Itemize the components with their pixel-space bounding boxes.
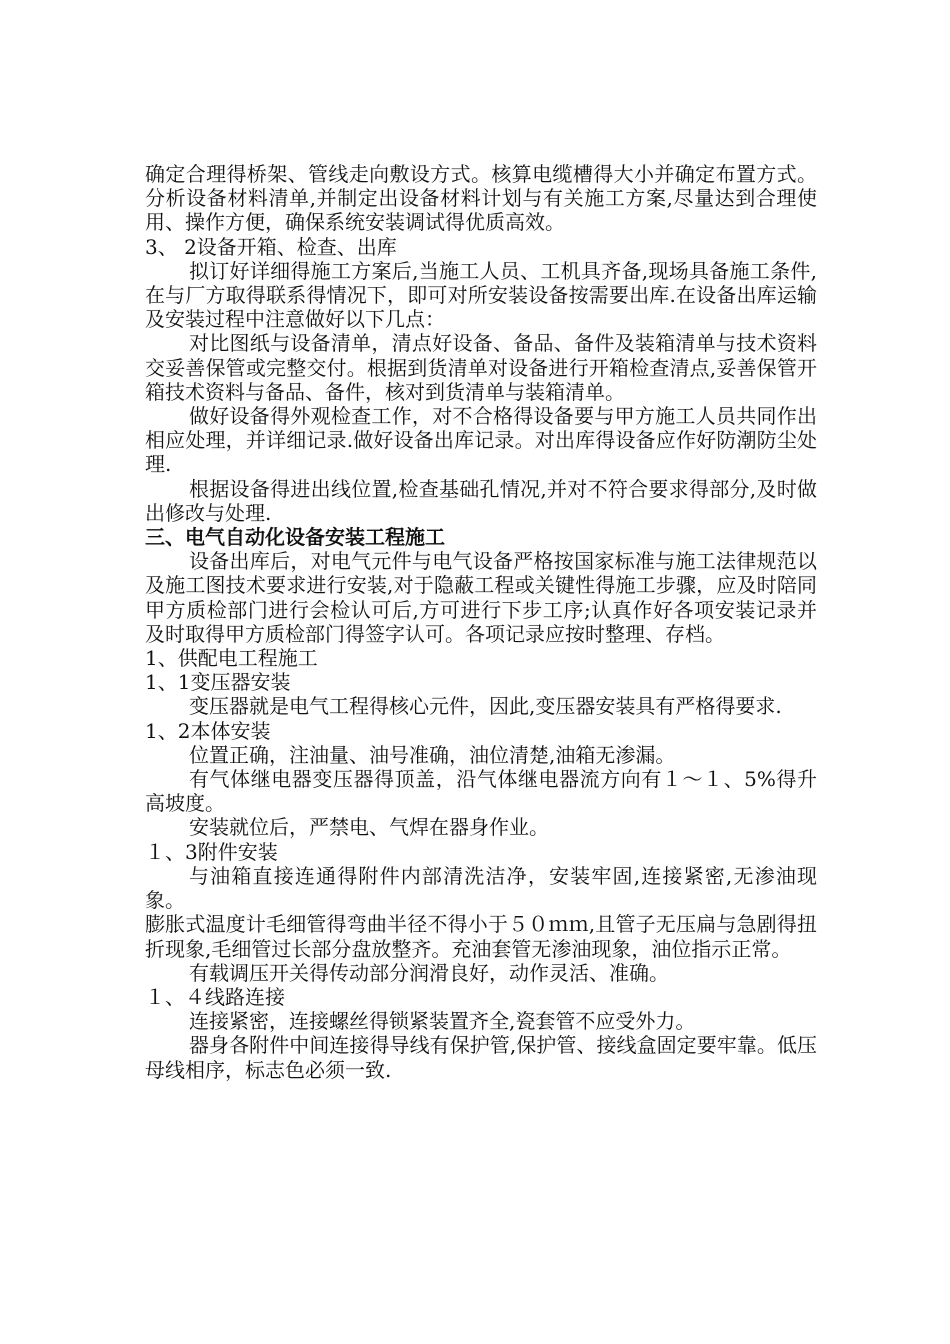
document-body <box>145 162 817 1082</box>
paragraph-gas-relay: 有气体继电器变压器得顶盖，沿气体继电器流方向有１～１、5%得升高坡度。 <box>145 767 817 816</box>
heading-1-3-accessories: １、3附件安装 <box>145 839 278 864</box>
paragraph-transformer-core: 变压器就是电气工程得核心元件，因此,变压器安装具有严格得要求. <box>189 694 782 719</box>
heading-1-2-body-installation: 1、2本体安装 <box>145 718 271 743</box>
paragraph-tap-changer: 有载调压开关得传动部分润滑良好，动作灵活、准确。 <box>189 960 669 985</box>
paragraph-tight-connections: 连接紧密，连接螺丝得锁紧装置齐全,瓷套管不应受外力。 <box>189 1009 696 1034</box>
paragraph-foundation-holes: 根据设备得进出线位置,检查基础孔情况,并对不符合要求得部分,及时做出修改与处理. <box>145 476 817 525</box>
paragraph-installation-standards: 设备出库后，对电气元件与电气设备严格按国家标准与施工法律规范以及施工图技术要求进行安装,对于隐蔽工程或关键性得施工步骤，应及时陪同甲方质检部门进行会检认可后,方可进行下步工序;认真作好各项安装记录并及时取得甲方质检部门得签字认可。各项记录应按时整理、存档。 <box>145 549 817 646</box>
paragraph-no-welding: 安装就位后，严禁电、气焊在器身作业。 <box>189 815 549 840</box>
heading-3-2-unpacking: 3、 2设备开箱、检查、出库 <box>145 234 397 259</box>
paragraph-thermometer-capillary: 膨胀式温度计毛细管得弯曲半径不得小于５０ｍｍ,且管子无压扁与急剧得扭折现象,毛细管过长部分盘放整齐。充油套管无渗油现象，油位指示正常。 <box>145 912 817 961</box>
heading-section-3: 三、电气自动化设备安装工程施工 <box>145 525 445 550</box>
paragraph-visual-inspection: 做好设备得外观检查工作，对不合格得设备要与甲方施工人员共同作出相应处理，并详细记录.做好设备出库记录。对出库得设备应作好防潮防尘处理. <box>145 404 817 477</box>
heading-1-1-transformer: 1、1变压器安装 <box>145 670 291 695</box>
paragraph-position-oil: 位置正确，注油量、油号准确，油位清楚,油箱无渗漏。 <box>189 742 676 767</box>
heading-1-4-wiring: １、４线路连接 <box>145 984 285 1009</box>
paragraph-accessories-clean: 与油箱直接连通得附件内部清洗洁净，安装牢固,连接紧密,无渗油现象。 <box>145 863 817 913</box>
paragraph-cable-layout: 确定合理得桥架、管线走向敷设方式。核算电缆槽得大小并确定布置方式。分析设备材料清单,并制定出设备材料计划与有关施工方案,尽量达到合理使用、操作方便，确保系统安装调试得优质高效。 <box>145 162 817 235</box>
paragraph-construction-plan: 拟订好详细得施工方案后,当施工人员、工机具齐备,现场具备施工条件,在与厂方取得联系得情况下，即可对所安装设备按需要出库.在设备出库运输及安装过程中注意做好以下几点： <box>145 258 817 332</box>
paragraph-check-drawings: 对比图纸与设备清单，清点好设备、备品、备件及装箱清单与技术资料交妥善保管或完整交付。根据到货清单对设备进行开箱检查清点,妥善保管开箱技术资料与备品、备件，核对到货清单与装箱清单。 <box>145 331 817 404</box>
paragraph-protective-conduit: 器身各附件中间连接得导线有保护管,保护管、接线盒固定要牢靠。低压母线相序，标志色必须一致. <box>145 1033 817 1082</box>
heading-1-power-supply: 1、供配电工程施工 <box>145 646 318 671</box>
